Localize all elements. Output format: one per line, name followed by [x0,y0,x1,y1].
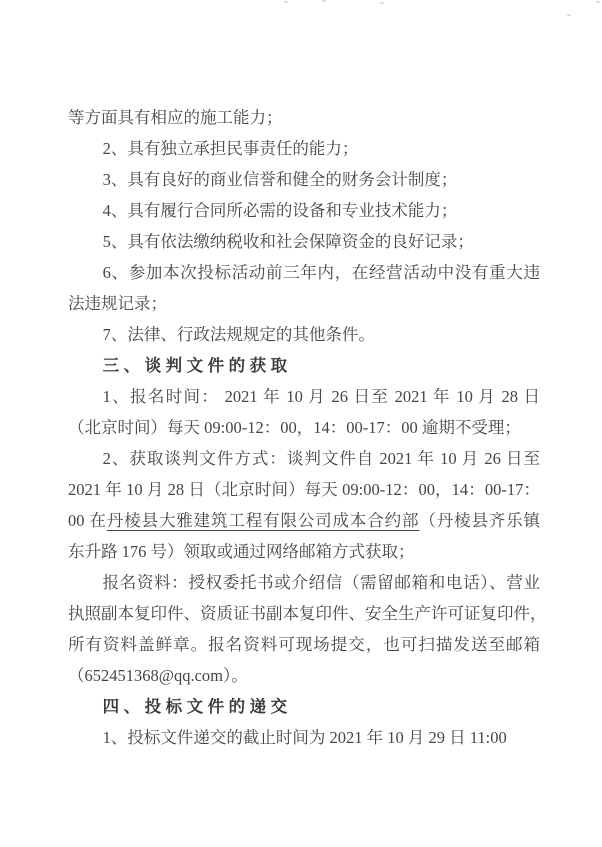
section-heading [68,350,540,381]
text-run: 法违规记录； [68,294,167,313]
text-run: 1、报名时间： 2021 年 10 月 26 日至 2021 年 10 月 28 日 [102,387,540,406]
text-line [68,629,540,660]
text-run: 1、投标文件递交的截止时间为 2021 年 10 月 29 日 11:00 [102,728,507,747]
text-line [68,164,540,195]
text-run: 执照副本复印件、资质证书副本复印件、安全生产许可证复印件， [68,604,547,623]
text-line [68,133,540,164]
underlined-company-name: 丹棱县大雅建筑工程有限公司成本合约部 [106,511,420,530]
text-run: 7、法律、行政法规规定的其他条件。 [102,325,375,344]
text-run: （丹棱县齐乐镇 [419,511,541,530]
text-line [68,443,540,474]
text-run: 所有资料盖鲜章。报名资料可现场提交，也可扫描发送至邮箱 [68,635,540,654]
text-line [68,381,540,412]
text-line [68,195,540,226]
text-line [68,288,540,319]
text-line [68,102,540,133]
text-run: 6、参加本次投标活动前三年内，在经营活动中没有重大违 [102,263,540,282]
text-run: 东升路 176 号）领取或通过网络邮箱方式获取； [68,542,415,561]
text-line [68,505,540,536]
text-run: 报名资料：授权委托书或介绍信（需留邮箱和电话）、营业 [102,573,540,592]
text-line [68,536,540,567]
text-line [68,474,540,505]
text-line [68,257,540,288]
scan-speck [380,2,384,4]
text-line [68,319,540,350]
text-run: 2、具有独立承担民事责任的能力； [102,139,359,158]
text-run: 三、谈判文件的获取 [102,356,292,375]
scan-speck [596,1,600,3]
text-line [68,226,540,257]
text-run: （北京时间）每天 09:00-12：00，14：00-17：00 逾期不受理； [68,418,521,437]
text-line [68,722,540,753]
text-run: （652451368@qq.com）。 [68,666,248,685]
scan-speck [322,0,326,2]
text-run: 00 在 [68,511,107,530]
text-run: 2、获取谈判文件方式：谈判文件自 2021 年 10 月 26 日至 [102,449,540,468]
text-run: 四、投标文件的递交 [102,697,292,716]
text-line [68,598,547,629]
text-run: 4、具有履行合同所必需的设备和专业技术能力； [102,201,458,220]
scan-speck [567,14,571,16]
text-line [68,660,540,691]
text-line [68,567,540,598]
text-run: 等方面具有相应的施工能力； [68,108,283,127]
text-run: 3、具有良好的商业信誉和健全的财务会计制度； [102,170,458,189]
scan-speck [284,1,288,3]
section-heading [68,691,540,722]
text-run: 2021 年 10 月 28 日（北京时间）每天 09:00-12：00，14：00-17： [68,480,540,499]
document-content [68,102,547,753]
text-line [68,412,540,443]
text-run: 5、具有依法缴纳税收和社会保障资金的良好记录； [102,232,474,251]
